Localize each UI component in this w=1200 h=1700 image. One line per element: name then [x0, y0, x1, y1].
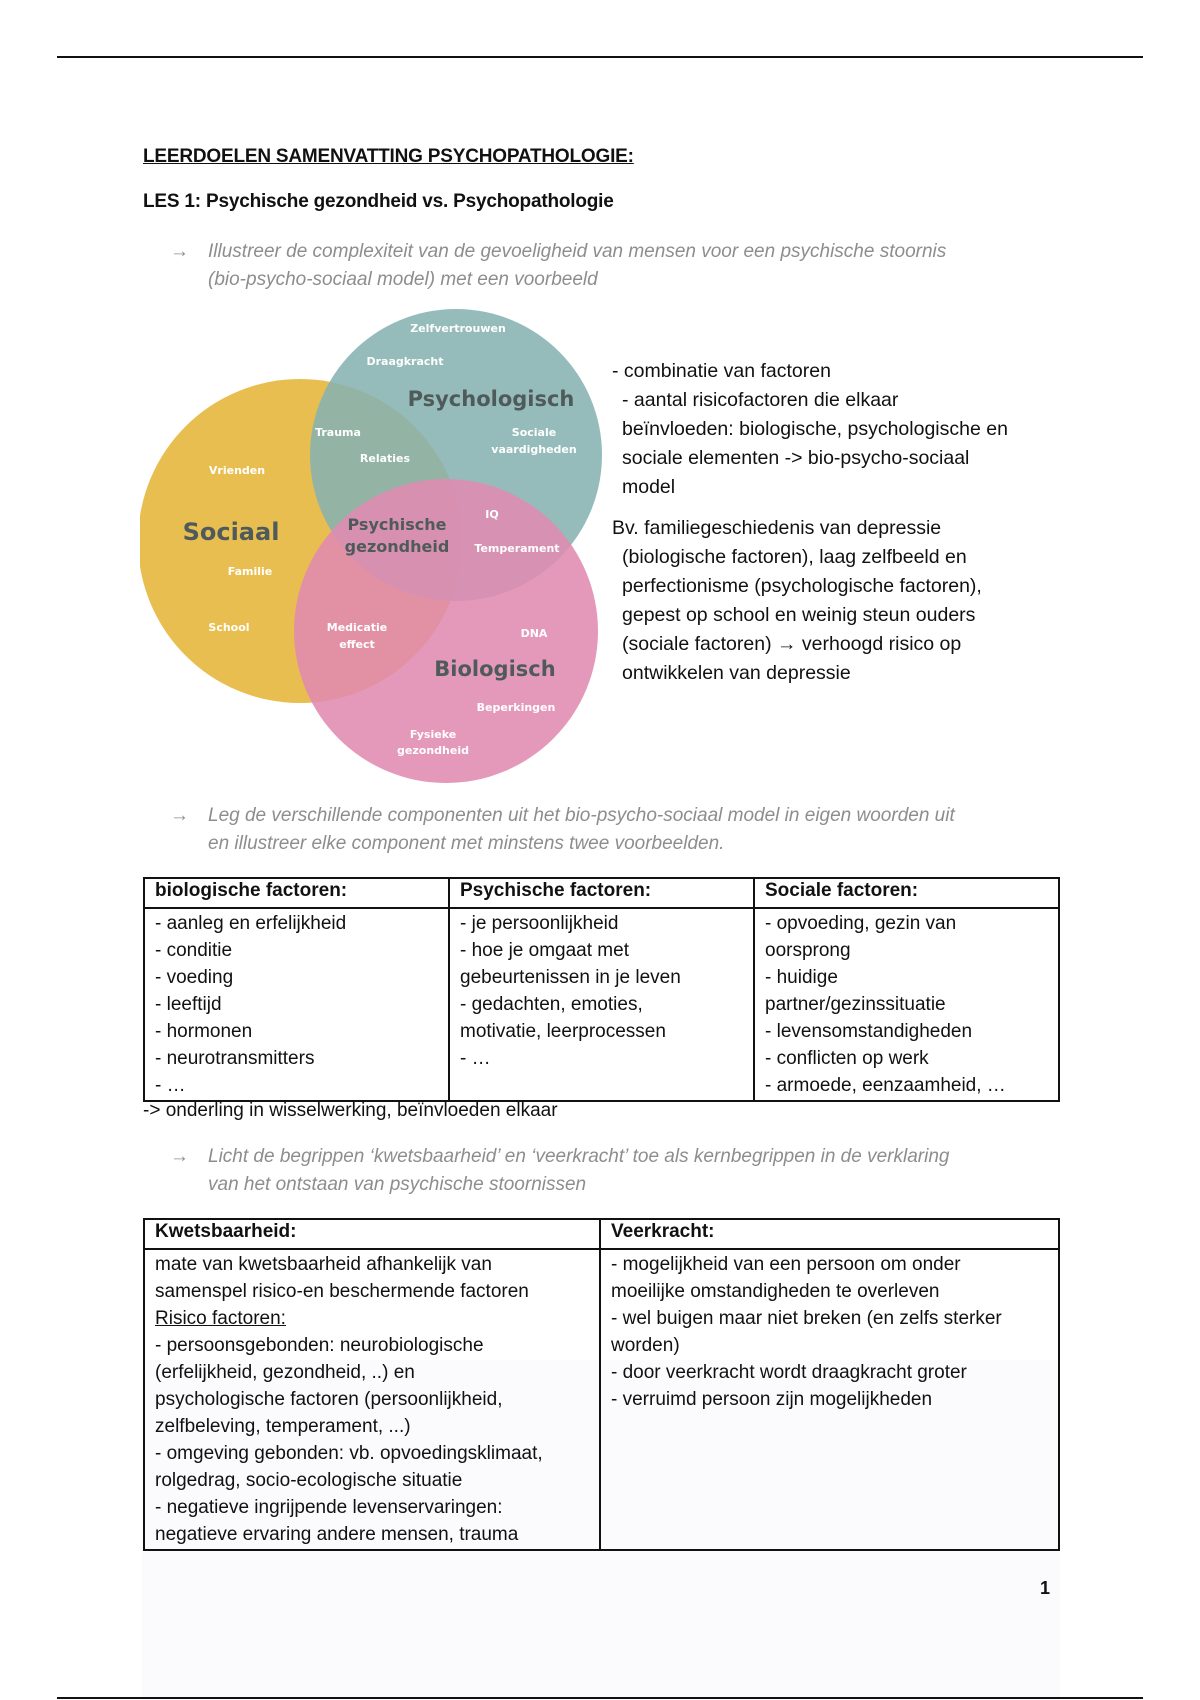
kwetsbaarheid-veerkracht-table: [143, 1218, 1060, 1551]
list-item: - negatieve ingrijpende levenservaringen:: [155, 1497, 503, 1518]
list-item: - armoede, eenzaamheid, …: [765, 1075, 1006, 1096]
example-line-1: Bv. familiegeschiedenis van depressie: [612, 517, 942, 539]
venn-item-medicatie-line1: Medicatie: [326, 621, 388, 634]
arrow-right-icon: →: [170, 1146, 189, 1167]
venn-item-dna: DNA: [520, 627, 548, 640]
venn-item-fysieke: Fysieke: [409, 728, 457, 741]
list-item: - aanleg en erfelijkheid: [155, 913, 347, 934]
list-item: oorsprong: [765, 940, 851, 961]
venn-item-familie: Familie: [227, 565, 273, 578]
list-item: negatieve ervaring andere mensen, trauma: [155, 1524, 519, 1545]
learning-goal-1-line1: Illustreer de complexiteit van de gevoeligheid van mensen voor een psychische stoornis: [208, 241, 947, 262]
list-item: zelfbeleving, temperament, ...): [155, 1416, 411, 1437]
list-item: - levensomstandigheden: [765, 1021, 973, 1042]
list-item: worden): [611, 1335, 680, 1356]
venn-center-line1: Psychische: [347, 515, 447, 534]
venn-item-medicatie-line2: effect: [339, 638, 375, 651]
list-item: rolgedrag, socio-ecologische situatie: [155, 1470, 463, 1491]
list-item: - neurotransmitters: [155, 1048, 315, 1069]
venn-item-iq: IQ: [485, 508, 499, 521]
learning-goal-3-line2: van het ontstaan van psychische stoornissen: [208, 1174, 587, 1195]
list-item: psychologische factoren (persoonlijkheid,: [155, 1389, 503, 1410]
list-item: - leeftijd: [155, 994, 222, 1015]
header-kwetsbaarheid: Kwetsbaarheid:: [144, 1219, 600, 1249]
document-title: LEERDOELEN SAMENVATTING PSYCHOPATHOLOGIE:: [143, 146, 634, 167]
venn-item-draagkracht: Draagkracht: [366, 355, 444, 368]
example-line-6: ontwikkelen van depressie: [622, 662, 851, 684]
venn-title-psychologisch: Psychologisch: [407, 387, 575, 411]
header-sociale-factoren: Sociale factoren:: [754, 878, 1059, 908]
list-item: partner/gezinssituatie: [765, 994, 946, 1015]
page-number: 1: [1040, 1578, 1051, 1598]
arrow-right-icon: →: [170, 241, 189, 262]
sociale-factoren-cell: [754, 908, 1059, 1101]
learning-goal-2-line2: en illustreer elke component met minstens twee voorbeelden.: [208, 833, 725, 854]
venn-explanation: [612, 357, 1082, 688]
list-item: moeilijke omstandigheden te overleven: [611, 1281, 940, 1302]
venn-item-temperament: Temperament: [474, 542, 560, 555]
example-line-5: (sociale factoren) → verhoogd risico op: [622, 633, 962, 655]
learning-goal-2: [170, 802, 1088, 858]
spacer: [612, 502, 1082, 514]
header-psychische-factoren: Psychische factoren:: [449, 878, 754, 908]
factors-table: [143, 877, 1060, 1102]
top-rule: [57, 56, 1143, 58]
example-line-2: (biologische factoren), laag zelfbeeld en: [622, 546, 967, 568]
explanation-line-4: sociale elementen -> bio-psycho-sociaal: [622, 447, 970, 469]
explanation-line-1: - combinatie van factoren: [612, 360, 831, 382]
venn-item-vaardigheden: vaardigheden: [491, 443, 577, 456]
list-item: - …: [155, 1075, 186, 1096]
explanation-line-5: model: [622, 476, 676, 498]
list-item: - persoonsgebonden: neurobiologische: [155, 1335, 484, 1356]
venn-title-sociaal: Sociaal: [182, 518, 280, 546]
venn-item-vrienden: Vrienden: [208, 464, 266, 477]
factors-table-row: [144, 908, 1059, 1101]
veerkracht-cell: [600, 1249, 1059, 1550]
example-line-3: perfectionisme (psychologische factoren),: [622, 575, 982, 597]
learning-goal-1-line2: (bio-psycho-sociaal model) met een voorbeeld: [208, 269, 598, 290]
list-item: - omgeving gebonden: vb. opvoedingsklimaat,: [155, 1443, 543, 1464]
learning-goal-2-line1: Leg de verschillende componenten uit het bio-psycho-sociaal model in eigen woorden uit: [208, 805, 955, 826]
list-item: mate van kwetsbaarheid afhankelijk van: [155, 1254, 492, 1275]
list-item: - …: [460, 1048, 491, 1069]
learning-goal-1: [170, 238, 1088, 294]
header-biologische-factoren: biologische factoren:: [144, 878, 449, 908]
factors-note: -> onderling in wisselwerking, beïnvloeden elkaar: [143, 1100, 558, 1121]
list-item: - gedachten, emoties,: [460, 994, 643, 1015]
list-item: motivatie, leerprocessen: [460, 1021, 666, 1042]
list-item: - voeding: [155, 967, 234, 988]
kv-table-header-row: [144, 1219, 1059, 1249]
psychische-factoren-cell: [449, 908, 754, 1101]
venn-title-biologisch: Biologisch: [434, 657, 556, 681]
venn-item-sociale: Sociale: [511, 426, 557, 439]
explanation-line-3: beïnvloeden: biologische, psychologische en: [622, 418, 1008, 440]
venn-item-school: School: [208, 621, 250, 634]
list-item: gebeurtenissen in je leven: [460, 967, 681, 988]
list-item: - hoe je omgaat met: [460, 940, 629, 961]
list-item: - wel buigen maar niet breken (en zelfs sterker: [611, 1308, 1002, 1329]
list-item: - door veerkracht wordt draagkracht groter: [611, 1362, 967, 1383]
list-item: - opvoeding, gezin van: [765, 913, 957, 934]
explanation-line-2: - aantal risicofactoren die elkaar: [622, 389, 899, 411]
learning-goal-3-line1: Licht de begrippen ‘kwetsbaarheid’ en ‘veerkracht’ toe als kernbegrippen in de verklaring: [208, 1146, 950, 1167]
list-item: - conditie: [155, 940, 233, 961]
list-item: - mogelijkheid van een persoon om onder: [611, 1254, 961, 1275]
venn-item-beperkingen: Beperkingen: [476, 701, 556, 714]
list-item: - conflicten op werk: [765, 1048, 929, 1069]
venn-center-line2: gezondheid: [344, 537, 450, 556]
example-line-4: gepest op school en weinig steun ouders: [622, 604, 976, 626]
list-item: - huidige: [765, 967, 838, 988]
venn-item-zelfvertrouwen: Zelfvertrouwen: [410, 322, 506, 335]
bottom-rule: [57, 1697, 1143, 1699]
lesson-title: LES 1: Psychische gezondheid vs. Psychopathologie: [143, 191, 614, 212]
kv-table-row: [144, 1249, 1059, 1550]
factors-table-header-row: [144, 878, 1059, 908]
arrow-right-icon: →: [170, 805, 189, 826]
list-item: (erfelijkheid, gezondheid, ..) en: [155, 1362, 415, 1383]
venn-item-trauma: Trauma: [315, 426, 361, 439]
header-veerkracht: Veerkracht:: [600, 1219, 1059, 1249]
venn-item-gezondheid: gezondheid: [397, 744, 469, 757]
learning-goal-3: [170, 1143, 1088, 1199]
venn-item-relaties: Relaties: [359, 452, 411, 465]
list-item: - verruimd persoon zijn mogelijkheden: [611, 1389, 933, 1410]
biologische-factoren-cell: [144, 908, 449, 1101]
risico-factoren-heading: Risico factoren:: [155, 1308, 286, 1329]
list-item: samenspel risico-en beschermende factoren: [155, 1281, 529, 1302]
list-item: - je persoonlijkheid: [460, 913, 619, 934]
kwetsbaarheid-cell: [144, 1249, 600, 1550]
bio-psycho-social-venn-diagram: [140, 292, 620, 786]
list-item: - hormonen: [155, 1021, 253, 1042]
